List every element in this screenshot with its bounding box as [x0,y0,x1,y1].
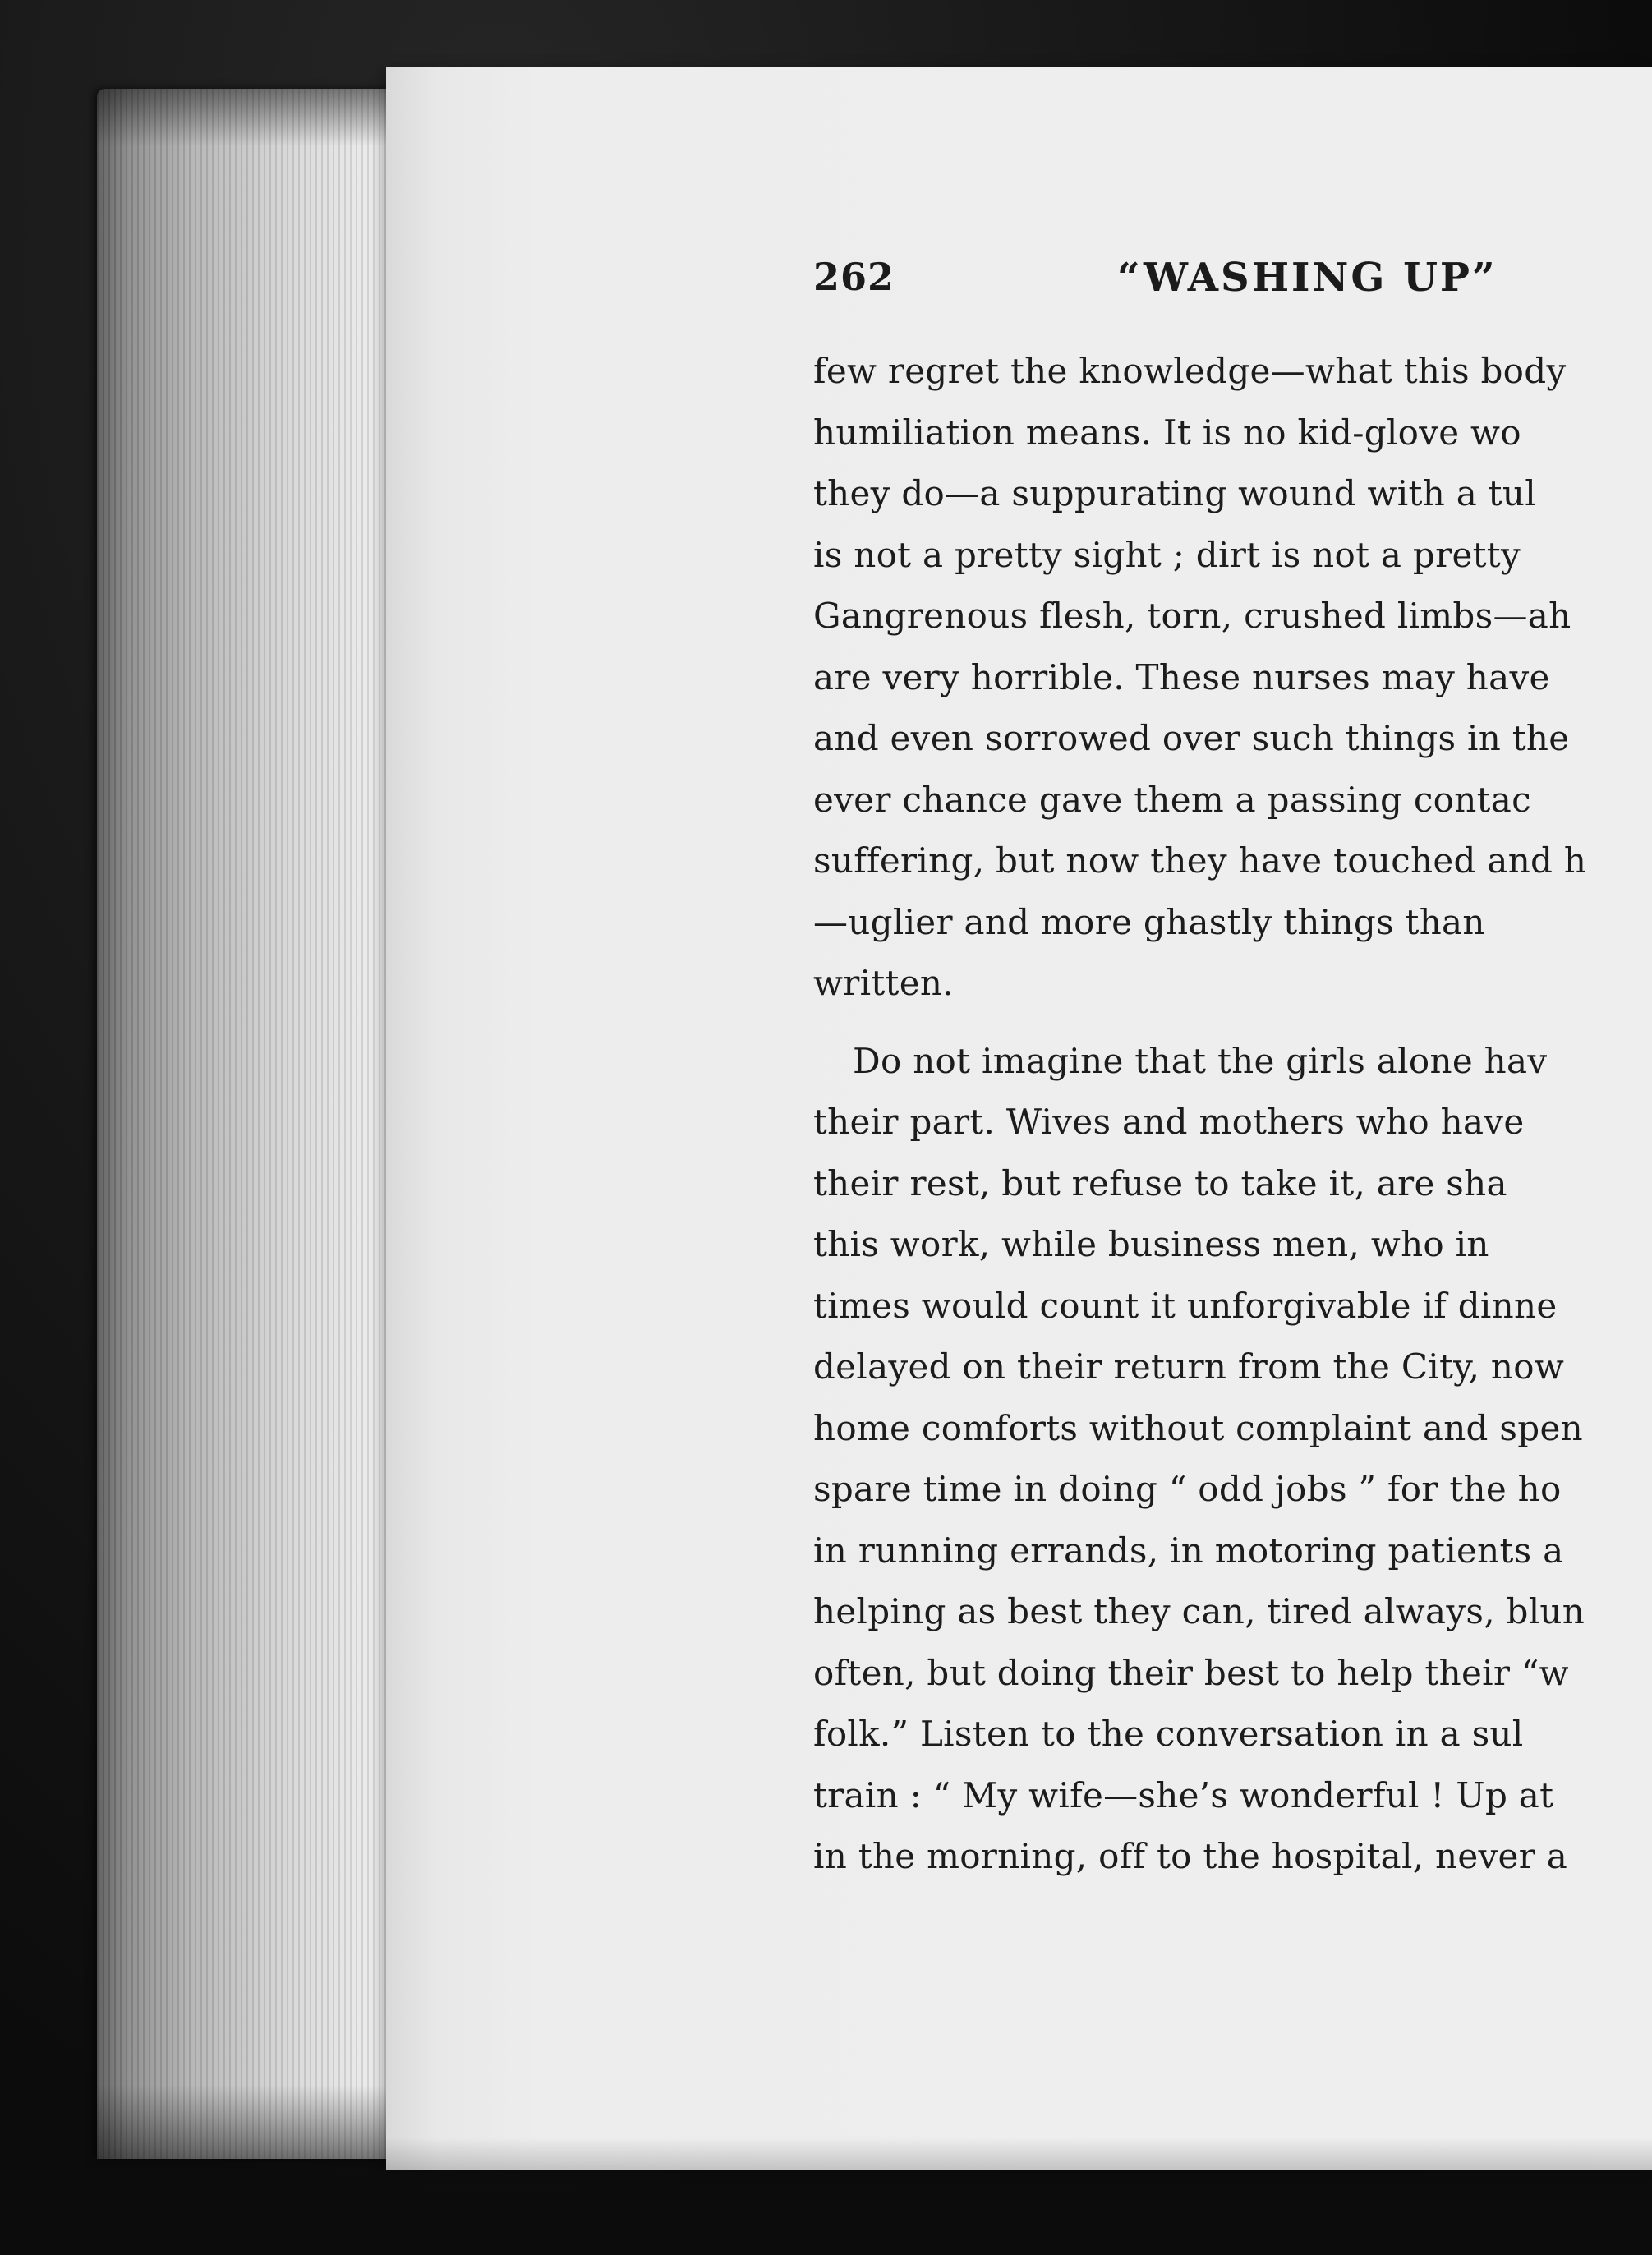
text-line: folk.” Listen to the conversation in a sul [813,1714,1524,1754]
text-line: often, but doing their best to help their “w [813,1652,1569,1693]
text-line: Do not imagine that the girls alone hav [853,1040,1548,1081]
text-line: is not a pretty sight ; dirt is not a pretty [813,534,1521,575]
text-line: Gangrenous flesh, torn, crushed limbs—ah [813,596,1571,636]
text-line: times would count it unforgivable if dinne [813,1285,1558,1326]
text-line: delayed on their return from the City, now [813,1346,1565,1387]
page-number: 262 [813,255,895,299]
text-line: written. [813,963,954,1003]
text-line: ever chance gave them a passing contac [813,779,1531,820]
text-line: humiliation means. It is no kid-glove wo [813,412,1521,453]
text-line: train : “ My wife—she’s wonderful ! Up at [813,1774,1554,1816]
paragraph [813,1031,1652,1888]
text-line: in running errands, in motoring patients a [813,1530,1564,1571]
text-line: suffering, but now they have touched and h [813,840,1587,881]
paragraph [813,341,1652,1015]
running-head [427,255,1652,304]
text-line: home comforts without complaint and spen [813,1407,1583,1448]
text-line: —uglier and more ghastly things than [813,901,1485,942]
text-line: helping as best they can, tired always, blun [813,1591,1585,1631]
text-line: this work, while business men, who in [813,1224,1489,1264]
body-text [813,341,1652,1888]
text-line: their rest, but refuse to take it, are sha [813,1162,1507,1203]
text-line: spare time in doing “ odd jobs ” for the ho [813,1469,1562,1509]
paragraph-gap [813,1015,1652,1031]
text-line: few regret the knowledge—what this body [813,351,1567,391]
text-line: and even sorrowed over such things in the [813,718,1570,758]
chapter-title: “WASHING UP” [1117,255,1498,301]
text-line: in the morning, off to the hospital, never a [813,1836,1568,1876]
text-line: are very horrible. These nurses may have [813,656,1550,697]
text-line: they do—a suppurating wound with a tul [813,473,1536,513]
text-line: their part. Wives and mothers who have [813,1102,1525,1142]
